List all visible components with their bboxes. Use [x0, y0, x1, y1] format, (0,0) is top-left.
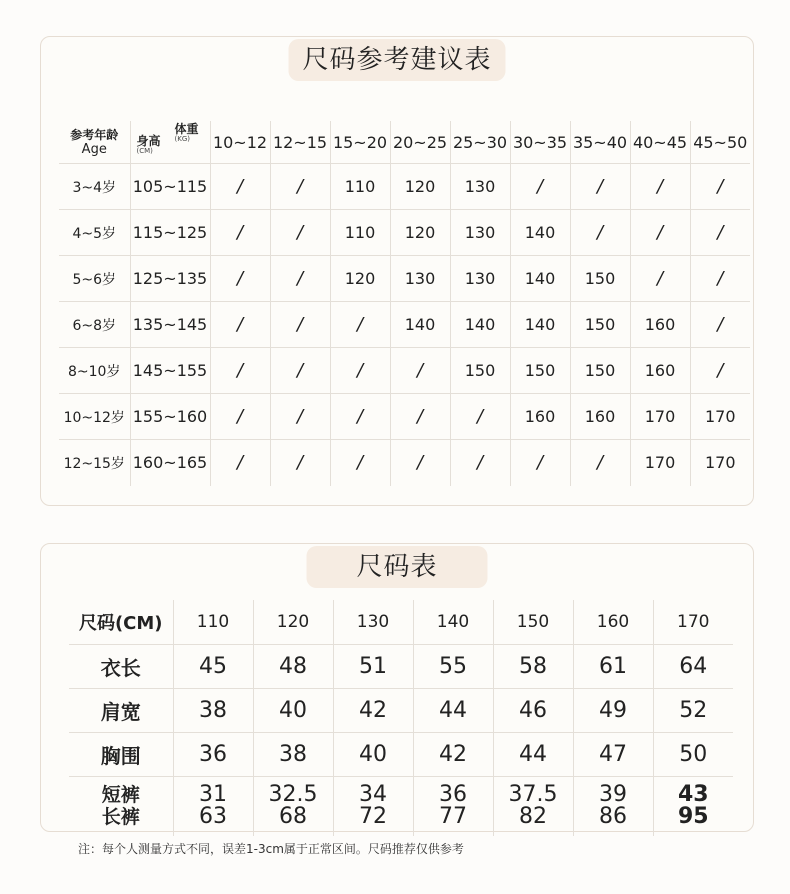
size-cell: 140	[510, 302, 570, 348]
pants-cell	[413, 776, 493, 836]
size-header-row	[69, 600, 733, 644]
size-header-cell: 140	[413, 600, 493, 644]
height-cell: 125~135	[130, 256, 210, 302]
size-cell: /	[210, 256, 270, 302]
measurement-row	[69, 688, 733, 732]
size-cell: /	[210, 394, 270, 440]
size-cell: 120	[390, 164, 450, 210]
pants-row	[69, 776, 733, 836]
measurement-cell: 36	[173, 732, 253, 776]
recommendation-title: 尺码参考建议表	[288, 39, 505, 81]
weight-range-header: 45~50	[690, 121, 750, 164]
age-cell: 5~6岁	[59, 256, 130, 302]
weight-header	[175, 123, 199, 143]
pants-cell	[333, 776, 413, 836]
size-cell: 150	[510, 348, 570, 394]
age-cell: 6~8岁	[59, 302, 130, 348]
size-cell: 170	[690, 394, 750, 440]
size-cell: /	[270, 348, 330, 394]
shorts-value: 39	[599, 782, 627, 808]
size-cell: /	[450, 394, 510, 440]
measurement-cell: 51	[333, 644, 413, 688]
size-cell: /	[210, 440, 270, 486]
trousers-value: 68	[279, 804, 307, 830]
measurement-cell: 46	[493, 688, 573, 732]
weight-range-header: 15~20	[330, 121, 390, 164]
measurement-cell: 45	[173, 644, 253, 688]
size-cell: /	[270, 210, 330, 256]
size-cell: 110	[330, 164, 390, 210]
height-header	[137, 135, 161, 155]
size-cell: 140	[510, 210, 570, 256]
size-label-cell: 尺码(CM)	[69, 600, 173, 644]
size-header-cell: 160	[573, 600, 653, 644]
size-cell: /	[390, 348, 450, 394]
size-cell: 150	[450, 348, 510, 394]
size-cell: /	[210, 210, 270, 256]
weight-range-header: 40~45	[630, 121, 690, 164]
pants-label-cell	[69, 776, 173, 836]
height-cell: 105~115	[130, 164, 210, 210]
age-header-label-en: Age	[81, 141, 107, 157]
height-weight-header-cell	[130, 121, 210, 164]
shorts-value: 32.5	[268, 782, 318, 808]
size-header-cell: 120	[253, 600, 333, 644]
measurement-cell: 61	[573, 644, 653, 688]
size-cell: 170	[704, 453, 736, 473]
height-header-unit: (CM)	[136, 147, 153, 155]
table-row	[59, 164, 750, 210]
measurement-cell: 44	[413, 688, 493, 732]
measurement-cell: 40	[253, 688, 333, 732]
size-cell: 170	[630, 394, 690, 440]
measurement-cell: 49	[573, 688, 653, 732]
trousers-label: 长裤	[101, 806, 140, 829]
measurement-label: 胸围	[69, 732, 173, 776]
size-cell: /	[330, 302, 390, 348]
size-cell: /	[390, 440, 450, 486]
trousers-value: 86	[599, 804, 627, 830]
size-cell: 130	[450, 164, 510, 210]
header-row	[59, 121, 750, 164]
measurement-cell: 48	[253, 644, 333, 688]
size-cell: /	[690, 348, 750, 394]
age-cell: 12~15岁	[59, 440, 130, 486]
size-cell: 170	[630, 440, 690, 486]
measurement-cell: 58	[493, 644, 573, 688]
recommendation-table	[59, 121, 750, 486]
age-cell: 8~10岁	[59, 348, 130, 394]
size-cell: /	[690, 210, 750, 256]
height-cell: 145~155	[130, 348, 210, 394]
size-cell: 150	[570, 256, 630, 302]
pants-cell	[573, 776, 653, 836]
table-row	[59, 348, 750, 394]
table-row	[59, 302, 750, 348]
measurement-cell: 42	[333, 688, 413, 732]
trousers-value: 95	[677, 804, 709, 830]
measurement-row	[69, 732, 733, 776]
age-cell: 3~4岁	[59, 164, 130, 210]
weight-range-header: 10~12	[210, 121, 270, 164]
size-cell: /	[330, 348, 390, 394]
age-header-cell	[59, 121, 130, 164]
size-chart-title: 尺码表	[306, 546, 487, 588]
size-cell: /	[570, 210, 630, 256]
pants-cell	[173, 776, 253, 836]
measurement-cell: 42	[413, 732, 493, 776]
size-cell: /	[270, 164, 330, 210]
table-row	[59, 440, 750, 486]
height-cell: 160~165	[130, 440, 210, 486]
size-cell: /	[210, 348, 270, 394]
size-cell: 140	[510, 256, 570, 302]
size-cell: 130	[450, 210, 510, 256]
size-header-cell: 170	[653, 600, 733, 644]
size-chart-card	[40, 543, 754, 832]
weight-range-header: 30~35	[510, 121, 570, 164]
size-cell: /	[690, 302, 750, 348]
size-header-cell: 110	[173, 600, 253, 644]
size-recommendation-card	[40, 36, 754, 506]
height-header-label: 身高	[136, 134, 161, 148]
size-header-cell: 150	[493, 600, 573, 644]
age-cell: 10~12岁	[59, 394, 130, 440]
size-chart-table	[69, 600, 733, 836]
size-cell: /	[270, 256, 330, 302]
measurement-label: 衣长	[69, 644, 173, 688]
shorts-label: 短裤	[101, 784, 140, 807]
measurement-cell: 40	[333, 732, 413, 776]
size-cell: 120	[330, 256, 390, 302]
size-cell: 160	[570, 394, 630, 440]
measurement-cell: 64	[653, 644, 733, 688]
measurement-row	[69, 644, 733, 688]
measurement-label: 肩宽	[69, 688, 173, 732]
size-cell: /	[570, 440, 630, 486]
height-cell: 155~160	[130, 394, 210, 440]
size-cell: /	[390, 394, 450, 440]
pants-cell	[253, 776, 333, 836]
size-cell: /	[450, 440, 510, 486]
size-cell: /	[270, 302, 330, 348]
pants-cell	[653, 776, 733, 836]
trousers-value: 72	[359, 804, 387, 830]
weight-header-unit: (KG)	[174, 135, 190, 143]
weight-range-header: 35~40	[570, 121, 630, 164]
size-cell: /	[630, 256, 690, 302]
size-cell: /	[510, 164, 570, 210]
size-cell: 130	[390, 256, 450, 302]
shorts-value: 36	[439, 782, 467, 808]
measurement-cell: 47	[573, 732, 653, 776]
shorts-value: 37.5	[508, 782, 558, 808]
table-row	[59, 210, 750, 256]
size-cell: /	[270, 440, 330, 486]
size-cell: /	[630, 164, 690, 210]
size-cell: /	[630, 210, 690, 256]
measurement-cell: 55	[413, 644, 493, 688]
height-weight-header	[131, 121, 210, 163]
table-row	[59, 256, 750, 302]
height-cell: 135~145	[130, 302, 210, 348]
size-cell: /	[210, 302, 270, 348]
size-cell: 150	[570, 348, 630, 394]
table-row	[59, 394, 750, 440]
size-header-cell: 130	[333, 600, 413, 644]
age-header-label: 参考年龄	[70, 127, 119, 142]
measurement-cell: 50	[653, 732, 733, 776]
size-cell: /	[330, 394, 390, 440]
trousers-value: 63	[199, 804, 227, 830]
size-cell: /	[210, 164, 270, 210]
size-cell: 160	[630, 302, 690, 348]
size-cell: 140	[450, 302, 510, 348]
size-cell: 160	[630, 348, 690, 394]
shorts-value: 31	[199, 782, 227, 808]
shorts-value: 34	[359, 782, 387, 808]
size-cell: 160	[510, 394, 570, 440]
shorts-value: 43	[677, 782, 709, 808]
size-cell: /	[690, 164, 750, 210]
pants-cell	[493, 776, 573, 836]
size-cell: /	[690, 256, 750, 302]
size-cell: /	[270, 394, 330, 440]
size-cell: /	[510, 440, 570, 486]
weight-header-label: 体重	[174, 122, 199, 136]
measurement-cell: 44	[493, 732, 573, 776]
height-cell: 115~125	[130, 210, 210, 256]
trousers-value: 82	[519, 804, 547, 830]
size-cell: 130	[450, 256, 510, 302]
measurement-cell: 38	[253, 732, 333, 776]
trousers-value: 77	[439, 804, 467, 830]
weight-range-header: 20~25	[390, 121, 450, 164]
age-cell: 4~5岁	[59, 210, 130, 256]
footnote: 注：每个人测量方式不同，误差1-3cm属于正常区间。尺码推荐仅供参考	[78, 842, 464, 856]
weight-range-header: 25~30	[450, 121, 510, 164]
measurement-cell: 38	[173, 688, 253, 732]
size-cell: /	[570, 164, 630, 210]
size-cell: 120	[390, 210, 450, 256]
size-cell: 140	[390, 302, 450, 348]
size-cell: 110	[330, 210, 390, 256]
weight-range-header: 12~15	[270, 121, 330, 164]
size-cell: /	[330, 440, 390, 486]
measurement-cell: 52	[653, 688, 733, 732]
size-cell: 150	[570, 302, 630, 348]
